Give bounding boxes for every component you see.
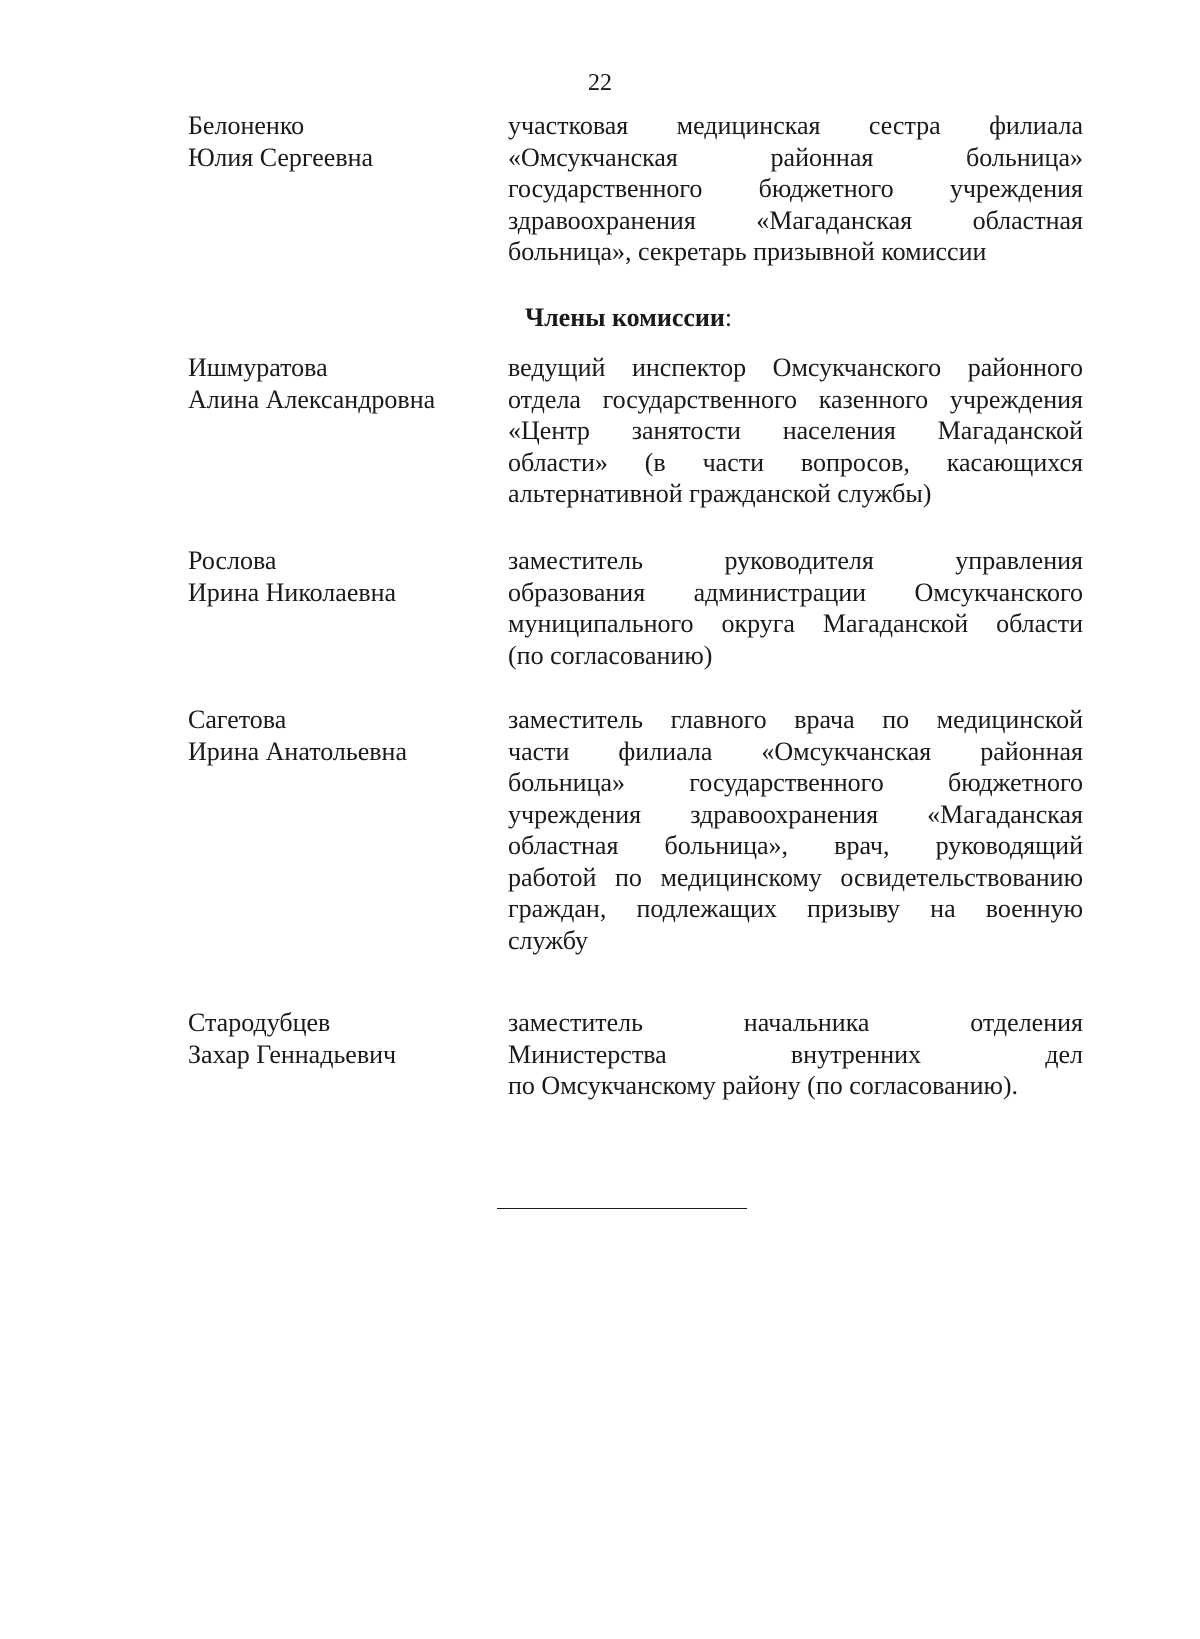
person-name <box>188 704 488 767</box>
surname: Сагетова <box>188 705 287 734</box>
role-line: «Центр занятости населения Магаданской <box>508 416 1083 445</box>
role-line: альтернативной гражданской службы) <box>508 479 932 508</box>
role-line: по Омсукчанскому району (по согласованию). <box>508 1071 1019 1100</box>
surname: Белоненко <box>188 111 305 140</box>
person-role <box>508 352 1083 510</box>
surname: Стародубцев <box>188 1008 331 1037</box>
role-line: заместитель начальника отделения <box>508 1008 1083 1037</box>
given-names: Алина Александровна <box>188 384 436 414</box>
role-line: образования администрации Омсукчанского <box>508 577 1083 607</box>
role-line: (по согласованию) <box>508 640 713 670</box>
given-names: Ирина Николаевна <box>188 577 397 607</box>
person-role <box>508 545 1083 671</box>
person-name <box>188 1007 488 1070</box>
person-role <box>508 704 1083 956</box>
surname: Рослова <box>188 546 277 575</box>
closing-separator-line <box>497 1208 747 1209</box>
role-line: муниципального округа Магаданской области <box>508 609 1083 638</box>
surname: Ишмуратова <box>188 353 328 382</box>
role-line: областная больница», врач, руководящий <box>508 831 1083 860</box>
person-name <box>188 545 488 608</box>
role-line: ведущий инспектор Омсукчанского районного <box>508 353 1083 382</box>
given-names: Захар Геннадьевич <box>188 1039 397 1069</box>
role-line: Министерства внутренних дел <box>508 1039 1083 1069</box>
role-line: здравоохранения «Магаданская областная <box>508 205 1083 235</box>
role-line: отдела государственного казенного учреждения <box>508 384 1083 414</box>
given-names: Юлия Сергеевна <box>188 142 374 172</box>
person-name <box>188 352 488 415</box>
person-role <box>508 110 1083 268</box>
page-number: 22 <box>588 70 612 96</box>
role-line: участковая медицинская сестра филиала <box>508 111 1083 140</box>
members-heading-text: Члены комиссии <box>525 303 725 332</box>
role-line: «Омсукчанская районная больница» <box>508 142 1083 172</box>
role-line: службу <box>508 925 589 955</box>
role-line: работой по медицинскому освидетельствованию <box>508 862 1083 892</box>
person-name <box>188 110 488 173</box>
role-line: заместитель главного врача по медицинской <box>508 705 1083 734</box>
role-line: области» (в части вопросов, касающихся <box>508 447 1083 477</box>
role-line: больница», секретарь призывной комиссии <box>508 237 987 266</box>
members-heading-colon: : <box>724 303 733 332</box>
members-heading <box>525 302 732 334</box>
role-line: заместитель руководителя управления <box>508 546 1083 575</box>
role-line: граждан, подлежащих призыву на военную <box>508 894 1083 923</box>
role-line: больница» государственного бюджетного <box>508 768 1083 797</box>
role-line: учреждения здравоохранения «Магаданская <box>508 799 1083 829</box>
given-names: Ирина Анатольевна <box>188 736 407 766</box>
person-role <box>508 1007 1083 1102</box>
role-line: части филиала «Омсукчанская районная <box>508 736 1083 766</box>
role-line: государственного бюджетного учреждения <box>508 174 1083 203</box>
